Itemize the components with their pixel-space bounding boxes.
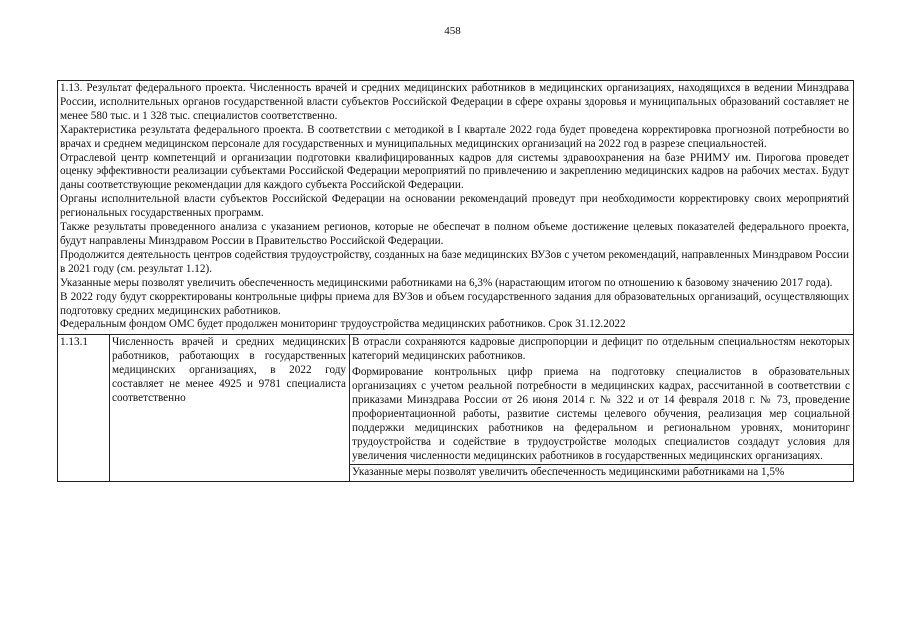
row-description-paragraph: В отрасли сохраняются кадровые диспропорции и дефицит по отдельным специальностям некоторых категорий медицинских работников.	[352, 336, 850, 363]
analysis-results-paragraph: Также результаты проведенного анализа с указанием регионов, которые не обеспечат в полном объеме достижение целевых показателей федерального проекта, будут направлены Минздравом России в Правительство Российской Федерации.	[60, 221, 849, 247]
measures-effect-paragraph: Указанные меры позволят увеличить обеспеченность медицинскими работниками на 6,3% (нарастающим итогом по отношению к базовому значению 2017 года).	[60, 276, 833, 289]
row-indicator: Численность врачей и средних медицинских работников, работающих в государственных медицинских организациях, в 2022 году составляет не менее 4925 и 9781 специалиста соответственно	[110, 335, 350, 481]
monitoring-deadline-paragraph: Федеральным фондом ОМС будет продолжен мониторинг трудоустройства медицинских работников. Срок 31.12.2022	[60, 318, 626, 331]
page-number: 458	[444, 25, 461, 37]
result-characteristic-paragraph: Характеристика результата федерального проекта. В соответствии с методикой в I квартале 2022 года будет проведена корректировка прогнозной потребности во врачах и среднем медицинском персонале для государственных и муниципальных медицинских организаций на 2022 год в разрезе специальностей.	[60, 123, 849, 150]
row-description-paragraph: Формирование контрольных цифр приема на подготовку специалистов в образовательных организациях с учетом реальной потребности в медицинских кадрах, рассчитанной в соответствии с приказами Минздрава России от 26 июня 2014 г. № 322 и от 14 февраля 2018 г. № 73, проведение профориентационной работы, развитие системы целевого обучения, реализация мер социальной поддержки медицинских работников на федеральном и региональном уровнях, мониторинг трудоустройства и содействие в трудоустройстве молодых специалистов создадут условия для увеличения численности медицинских работников в государственных медицинских организациях.	[352, 366, 850, 462]
result-table	[57, 80, 854, 482]
table-row	[58, 335, 853, 481]
competence-center-paragraph: Отраслевой центр компетенций и организации подготовки квалифицированных кадров для системы здравоохранения на базе РНИМУ им. Пирогова проведет оценку эффективности реализации субъектами Российской Федерации мероприятий по привлечению и закреплению медицинских кадров на рабочих местах. Будут даны соответствующие рекомендации для каждого субъекта Российской Федерации.	[60, 151, 849, 192]
row-number: 1.13.1	[58, 335, 110, 481]
row-description	[350, 335, 853, 481]
row-description-paragraph: Указанные меры позволят увеличить обеспеченность медицинскими работниками на 1,5%	[350, 464, 853, 481]
result-title-paragraph: 1.13. Результат федерального проекта. Численность врачей и средних медицинских работников в медицинских организациях, находящихся в ведении Минздрава России, исполнительных органов государственной власти субъектов Российской Федерации в сфере охраны здоровья и муниципальных образований составляет не менее 580 тыс. и 1 328 тыс. специалистов соответственно.	[60, 82, 849, 122]
employment-centers-paragraph: Продолжится деятельность центров содействия трудоустройству, созданных на базе медицинских ВУЗов с учетом рекомендаций, направленных Минздравом России в 2021 году (см. результат 1.12).	[60, 248, 849, 275]
result-description-block	[58, 81, 853, 335]
admission-figures-paragraph: В 2022 году будут скорректированы контрольные цифры приема для ВУЗов и объем государственного задания для образовательных организаций, осуществляющих подготовку средних медицинских работников.	[60, 290, 849, 317]
regional-authorities-paragraph: Органы исполнительной власти субъектов Российской Федерации на основании рекомендаций проведут при необходимости корректировку своих мероприятий региональных государственных программ.	[60, 193, 849, 220]
